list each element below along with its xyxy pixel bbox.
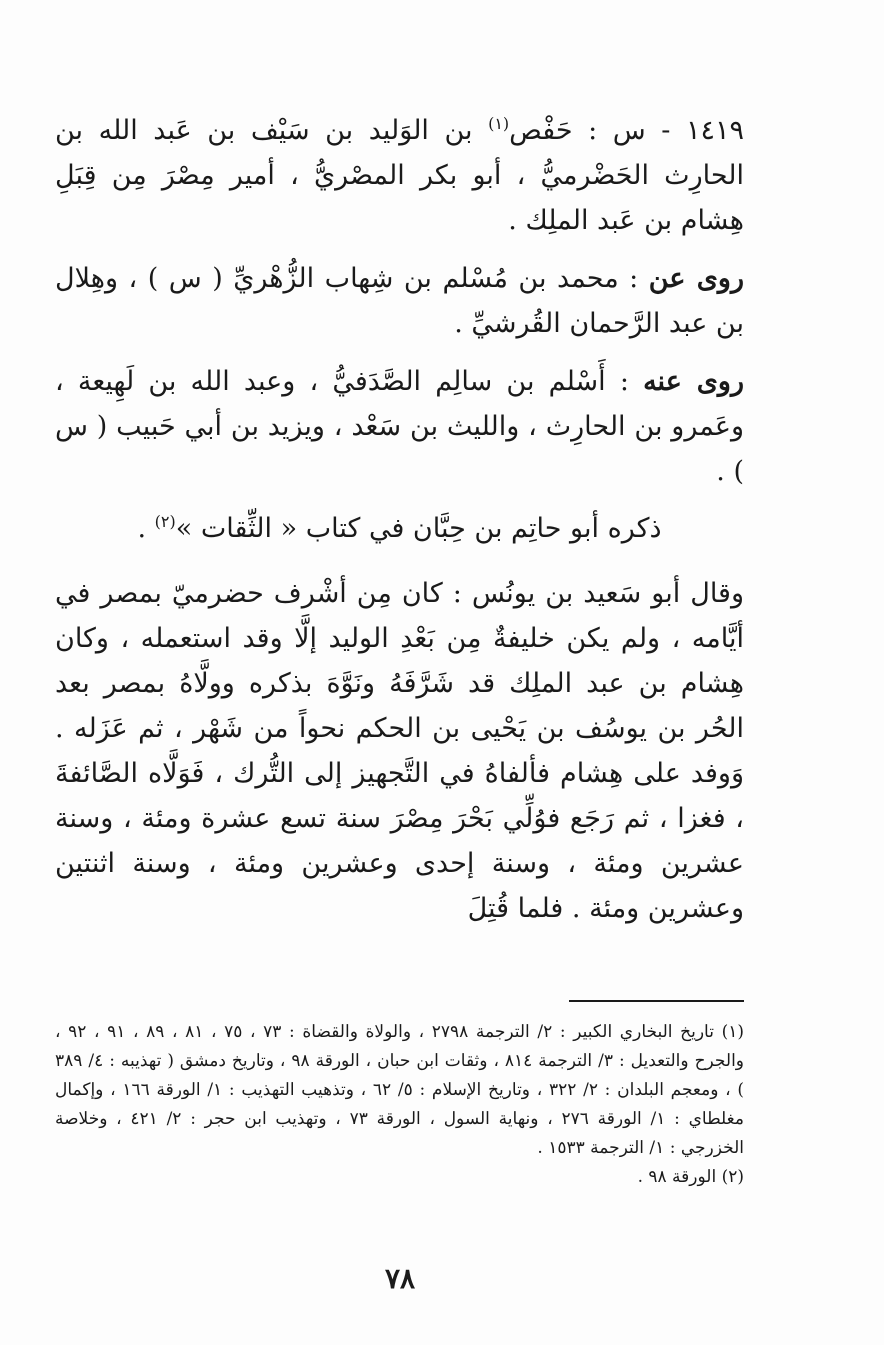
ibn-hibban-text: ذكره أبو حاتِم بن حِبَّان في كتاب « الثِّقات » [175,513,662,544]
narrated-by-paragraph: روى عنه : أَسْلم بن سالِم الصَّدَفيُّ ، وعبد الله بن لَهِيعة ، وعَمرو بن الحارِث ، والليث بن سَعْد ، ويزيد بن أبي حَبيب ( س ) . [55,366,744,487]
page-number: ٧٨ [384,1262,416,1295]
footnote-separator [569,1000,744,1002]
ibn-hibban-end: . [137,513,147,544]
narrated-from-paragraph: روى عن : محمد بن مُسْلم بن شِهاب الزُّهْريِّ ( س ) ، وهِلال بن عبد الرَّحمان القُرشيِّ . [55,263,744,339]
narrated-from-text: محمد بن مُسْلم بن شِهاب الزُّهْريِّ ( س ) ، وهِلال بن عبد الرَّحمان القُرشيِّ . [55,263,744,339]
ibn-yunus-paragraph [55,571,744,931]
footnotes [55,1018,744,1192]
narrated-by-text: أَسْلم بن سالِم الصَّدَفيُّ ، وعبد الله بن لَهِيعة ، وعَمرو بن الحارِث ، والليث بن سَعْد ، ويزيد بن أبي حَبيب ( س ) . [55,366,744,487]
entry-number: ١٤١٩ [685,115,744,146]
entry-heading-rest: بن الوَليد بن سَيْف بن عَبد الله بن الحارِث الحَضْرميُّ ، أبو بكر المصْريُّ ، أمير مِصْرَ مِن قِبَلِ هِشام بن عَبد الملِك . [55,115,744,236]
narrated-by-label: روى عنه [643,366,744,397]
ibn-hibban-paragraph [55,506,744,551]
footnote-ref-2[interactable]: (٢) [154,512,176,531]
entry-symbol: س [612,115,646,146]
entry-name: حَفْص [509,115,573,146]
footnote-1: (١) تاريخ البخاري الكبير : ٢/ الترجمة ٢٧٩٨ ، والولاة والقضاة : ٧٣ ، ٧٥ ، ٨١ ، ٨٩ ، ٩١ ، ٩٢ ، والجرح والتعديل : ٣/ الترجمة ٨١٤ ، وثقات ابن حبان ، الورقة ٩٨ ، وتاريخ دمشق ( تهذيبه : ٤/ ٣٨٩ ) ، ومعجم البلدان : ٢/ ٣٢٢ ، وتاريخ الإسلام : ٥/ ٦٢ ، وتذهيب التهذيب : ١/ الورقة ١٦٦ ، وإكمال مغلطاي : ١/ الورقة ٢٧٦ ، ونهاية السول ، الورقة ٧٣ ، وتهذيب ابن حجر : ٢/ ٤٢١ ، وخلاصة الخزرجي : ١/ الترجمة ١٥٣٣ . [55,1022,745,1158]
footnote-ref-1[interactable]: (١) [488,114,510,133]
main-text [55,108,744,931]
footnote-2: (٢) الورقة ٩٨ . [637,1167,744,1187]
entry-heading: ١٤١٩ - س : حَفْص$^{(١)}$ بن الوَليد بن سَيْف بن عَبد الله بن الحارِث الحَضْرميُّ ، أبو بكر المصْريُّ ، أمير مِصْرَ مِن قِبَلِ هِشام بن عَبد الملِك . [55,114,744,236]
narrated-from-label: روى عن [648,263,744,294]
ibn-yunus-text: وقال أبو سَعيد بن يونُس : كان مِن أشْرف حضرميّ بمصر في أيَّامه ، ولم يكن خليفةٌ مِن بَعْدِ الوليد إلَّا وقد استعمله ، وكان هِشام بن عبد الملِك قد شَرَّفَهُ ونَوَّهَ بذكره وولَّاهُ بمصر بعد الحُر بن يوسُف بن يَحْيى بن الحكم نحواً من شَهْر ، ثم عَزَله . وَوفد على هِشام فألفاهُ في التَّجهيز إلى التُّرك ، فَوَلَّاه الصَّائفةَ ، فغزا ، ثم رَجَع فوُلِّي بَحْرَ مِصْرَ سنة تسع عشرة ومئة ، وسنة عشرين ومئة ، وسنة إحدى وعشرين ومئة ، وسنة اثنتين وعشرين ومئة . فلما قُتِلَ [55,578,744,924]
